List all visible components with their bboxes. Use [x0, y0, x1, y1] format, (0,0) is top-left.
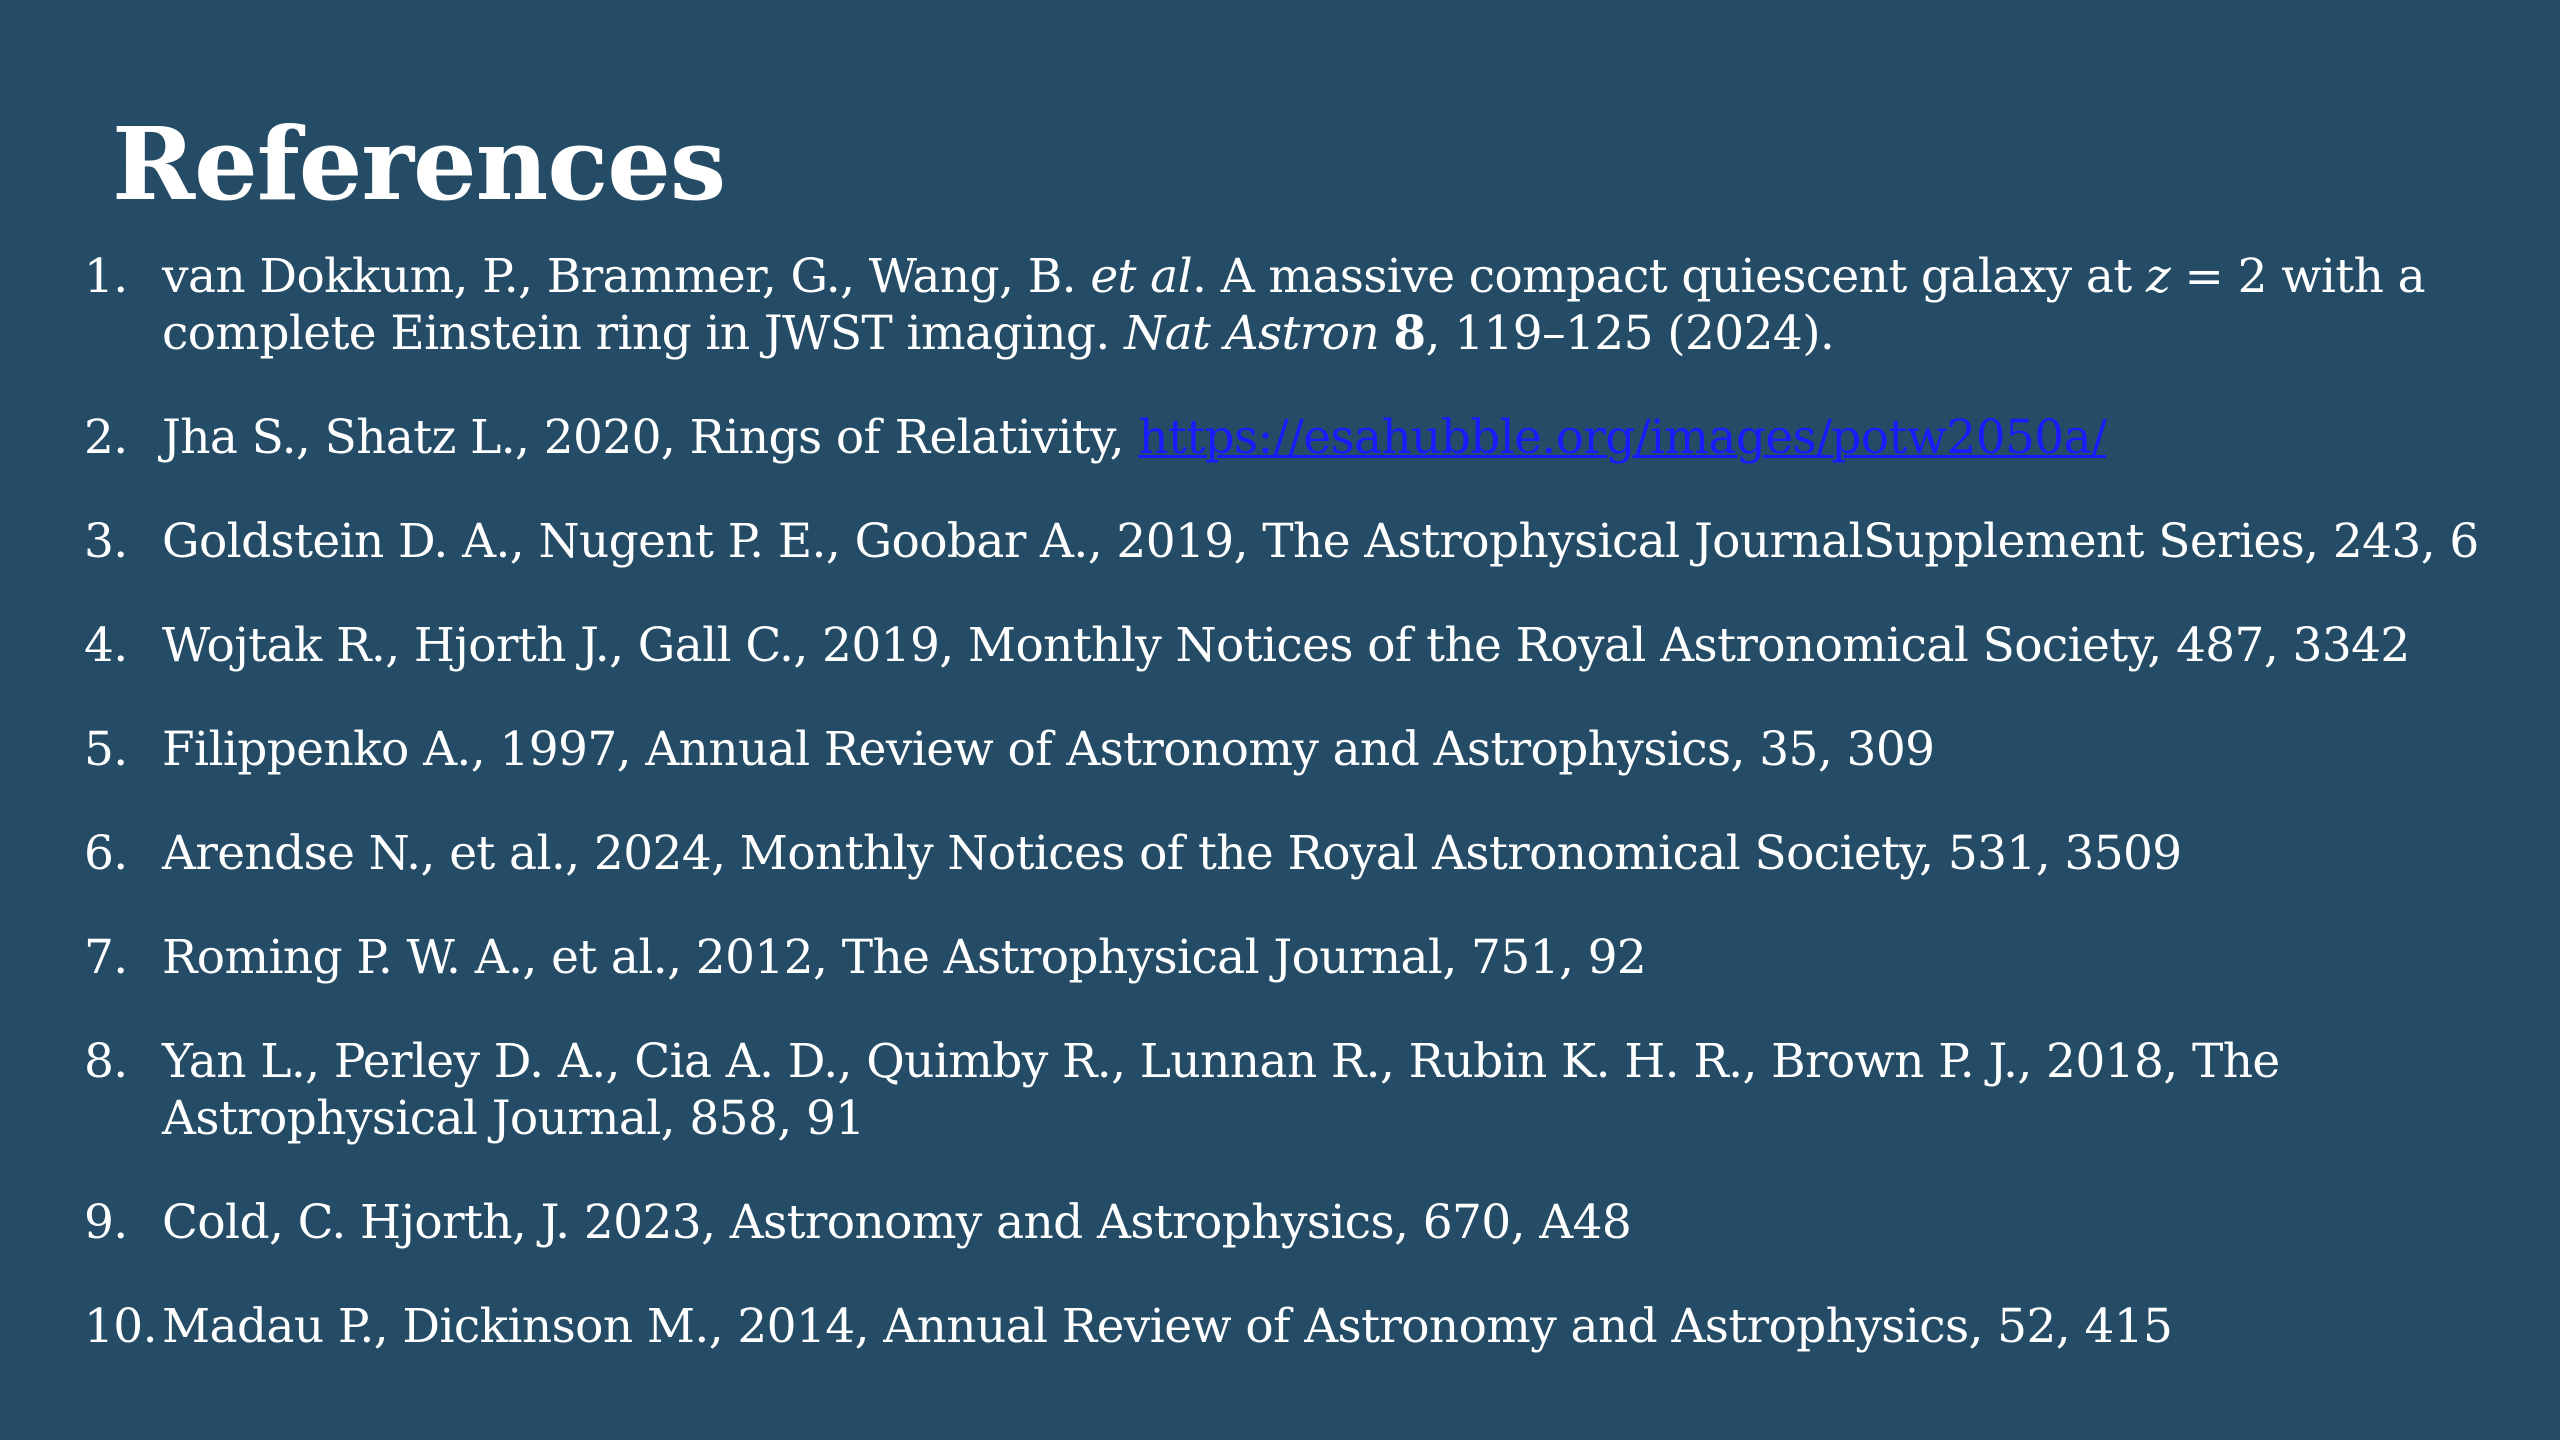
- reference-item-4: [84, 617, 2504, 674]
- reference-text: Filippenko A., 1997, Annual Review of Astronomy and Astrophysics, 35, 309: [162, 722, 1935, 777]
- reference-number: 5.: [84, 722, 128, 777]
- reference-text: Jha S., Shatz L., 2020, Rings of Relativity,: [162, 410, 1139, 465]
- reference-title-part: = 2 with a complete Einstein ring in JWST imaging.: [162, 249, 2426, 361]
- reference-item-5: [84, 721, 2504, 778]
- slide-title: References: [112, 105, 726, 223]
- reference-text: Roming P. W. A., et al., 2012, The Astrophysical Journal, 751, 92: [162, 930, 1647, 985]
- reference-number: 2.: [84, 410, 128, 465]
- reference-item-10: [84, 1298, 2504, 1355]
- reference-item-6: [84, 825, 2504, 882]
- reference-item-3: [84, 513, 2504, 570]
- reference-link[interactable]: https://esahubble.org/images/potw2050a/: [1138, 410, 2107, 465]
- reference-etal: et al: [1090, 249, 1193, 304]
- reference-number: 4.: [84, 618, 128, 673]
- reference-item-8: [84, 1033, 2504, 1147]
- reference-authors: van Dokkum, P., Brammer, G., Wang, B.: [162, 249, 1091, 304]
- reference-text: Arendse N., et al., 2024, Monthly Notices of the Royal Astronomical Society, 531, 3509: [162, 826, 2182, 881]
- reference-number: 8.: [84, 1034, 128, 1089]
- reference-number: 7.: [84, 930, 128, 985]
- reference-text: Yan L., Perley D. A., Cia A. D., Quimby R., Lunnan R., Rubin K. H. R., Brown P. J., 2018, The Astrophysical Journal, 858, 91: [162, 1034, 2280, 1146]
- reference-number: 3.: [84, 514, 128, 569]
- reference-text: Madau P., Dickinson M., 2014, Annual Review of Astronomy and Astrophysics, 52, 415: [162, 1299, 2173, 1354]
- reference-list: [84, 248, 2504, 1402]
- reference-number: 9.: [84, 1195, 128, 1250]
- reference-item-1: [84, 248, 2504, 362]
- reference-number: 6.: [84, 826, 128, 881]
- reference-number: 10.: [84, 1299, 157, 1354]
- reference-text: Wojtak R., Hjorth J., Gall C., 2019, Monthly Notices of the Royal Astronomical Society, 487, 3342: [162, 618, 2410, 673]
- reference-item-2: [84, 409, 2504, 466]
- reference-number: 1.: [84, 249, 128, 304]
- reference-title-part: . A massive compact quiescent galaxy at: [1192, 249, 2146, 304]
- reference-item-7: [84, 929, 2504, 986]
- reference-volume: 8: [1393, 306, 1426, 361]
- reference-item-9: [84, 1194, 2504, 1251]
- reference-pages: , 119–125 (2024).: [1425, 306, 1835, 361]
- reference-text: Goldstein D. A., Nugent P. E., Goobar A., 2019, The Astrophysical JournalSupplement Series, 243, 6: [162, 514, 2479, 569]
- reference-text: Cold, C. Hjorth, J. 2023, Astronomy and Astrophysics, 670, A48: [162, 1195, 1632, 1250]
- reference-variable: z: [2145, 249, 2171, 304]
- reference-journal: Nat Astron: [1124, 306, 1380, 361]
